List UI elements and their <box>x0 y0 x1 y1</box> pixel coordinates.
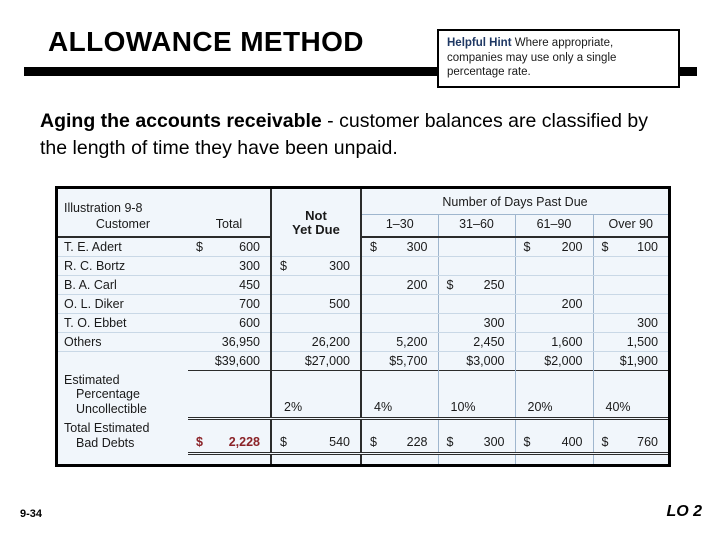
slide-number: 9-34 <box>20 508 43 520</box>
customer-name-cell: T. E. Adert <box>58 237 188 257</box>
percentage-d4: 40% <box>593 371 668 419</box>
cell-d1 <box>361 295 438 314</box>
cell-total: 700 <box>188 295 271 314</box>
header-over-90: Over 90 <box>593 215 668 238</box>
percentage-label-line-1: Estimated <box>64 372 120 387</box>
cell-d4: 1,500 <box>593 333 668 352</box>
aging-table <box>58 189 668 464</box>
header-total: Total <box>188 215 271 238</box>
header-not-yet-due-line2: Yet Due <box>292 222 340 237</box>
cell-d1: 5,200 <box>361 333 438 352</box>
helpful-hint-callout <box>437 29 680 88</box>
header-spacer-total <box>188 189 271 215</box>
cell-d1: $ 300 <box>361 237 438 257</box>
cell-d3 <box>515 314 593 333</box>
helpful-hint-body: Where appropriate, companies may use only a single percentage rate. <box>447 37 617 78</box>
currency-symbol: $ <box>523 240 531 254</box>
subtotal-d1: $5,700 <box>361 352 438 371</box>
cell-nyd <box>271 276 361 295</box>
body-rest: - customer balances are classified by the length of time they have been unpaid. <box>40 110 648 159</box>
cell-d3: 1,600 <box>515 333 593 352</box>
currency-symbol: $ <box>280 434 287 449</box>
cell-total: 450 <box>188 276 271 295</box>
customer-name-cell: O. L. Diker <box>58 295 188 314</box>
table-row <box>58 295 668 314</box>
cell-nyd: 26,200 <box>271 333 361 352</box>
customer-name-cell: T. O. Ebbet <box>58 314 188 333</box>
subtotal-nyd: $27,000 <box>271 352 361 371</box>
currency-symbol: $ <box>523 434 531 449</box>
bad-debts-d4: $ 760 <box>593 418 668 453</box>
table-header-row-1 <box>58 189 668 215</box>
percentage-label-line-2: Percentage <box>76 387 140 401</box>
body-lead-term: Aging the accounts receivable <box>40 110 322 132</box>
subtotal-label <box>58 352 188 371</box>
cell-nyd: $ 300 <box>271 257 361 276</box>
percentage-label-line-3: Uncollectible <box>76 401 147 416</box>
cell-d2 <box>438 257 515 276</box>
cell-total: 36,950 <box>188 333 271 352</box>
closing-rule-d1 <box>361 453 438 464</box>
bad-debts-label-line-1: Total Estimated <box>64 421 150 435</box>
table-row <box>58 237 668 257</box>
subtotal-row <box>58 352 668 371</box>
cell-d2 <box>438 237 515 257</box>
currency-symbol: $ <box>446 278 454 292</box>
learning-objective-tag: LO 2 <box>666 503 702 520</box>
customer-name-cell: B. A. Carl <box>58 276 188 295</box>
page-title: ALLOWANCE METHOD <box>48 26 364 57</box>
table-row <box>58 314 668 333</box>
cell-d3 <box>515 257 593 276</box>
cell-d3 <box>515 276 593 295</box>
cell-d2: 300 <box>438 314 515 333</box>
cell-d3: $ 200 <box>515 237 593 257</box>
cell-d4 <box>593 257 668 276</box>
bad-debts-d2: $ 300 <box>438 418 515 453</box>
bad-debts-d1: $ 228 <box>361 418 438 453</box>
cell-d4 <box>593 295 668 314</box>
cell-d1 <box>361 257 438 276</box>
currency-symbol: $ <box>370 240 377 254</box>
cell-d2: $ 250 <box>438 276 515 295</box>
bad-debts-total: $ 2,228 <box>188 418 271 453</box>
bad-debts-nyd: $ 540 <box>271 418 361 453</box>
total-bad-debts-label <box>58 418 188 453</box>
header-customer: Customer <box>58 215 188 238</box>
closing-rule-nyd <box>271 453 361 464</box>
helpful-hint-text <box>447 36 671 80</box>
closing-rule-total <box>188 453 271 464</box>
closing-rule-row <box>58 453 668 464</box>
currency-symbol: $ <box>196 434 203 449</box>
currency-symbol: $ <box>196 240 203 254</box>
cell-nyd: 500 <box>271 295 361 314</box>
table-row <box>58 333 668 352</box>
bad-debts-label-line-2: Bad Debts <box>76 435 135 450</box>
aging-schedule-illustration <box>55 186 671 467</box>
closing-rule-spacer <box>58 453 188 464</box>
cell-total: 300 <box>188 257 271 276</box>
header-31-60: 31–60 <box>438 215 515 238</box>
percentage-total <box>188 371 271 419</box>
cell-d4: $ 100 <box>593 237 668 257</box>
customer-name-cell: Others <box>58 333 188 352</box>
cell-d2: 2,450 <box>438 333 515 352</box>
body-paragraph <box>40 108 680 162</box>
subtotal-d2: $3,000 <box>438 352 515 371</box>
percentage-d3: 20% <box>515 371 593 419</box>
table-row <box>58 276 668 295</box>
subtotal-d3: $2,000 <box>515 352 593 371</box>
helpful-hint-label: Helpful Hint <box>447 37 512 49</box>
cell-total: 600 <box>188 314 271 333</box>
subtotal-total: $39,600 <box>188 352 271 371</box>
closing-rule-d3 <box>515 453 593 464</box>
subtotal-d4: $1,900 <box>593 352 668 371</box>
cell-nyd <box>271 314 361 333</box>
currency-symbol: $ <box>601 240 609 254</box>
header-not-yet-due-line1: Not <box>305 208 327 223</box>
cell-d4: 300 <box>593 314 668 333</box>
cell-d1: 200 <box>361 276 438 295</box>
header-not-yet-due <box>271 189 361 237</box>
cell-d4 <box>593 276 668 295</box>
table-header-row-2 <box>58 215 668 238</box>
table-row <box>58 257 668 276</box>
closing-rule-d2 <box>438 453 515 464</box>
cell-total: $ 600 <box>188 237 271 257</box>
percentage-d1: 4% <box>361 371 438 419</box>
bad-debts-d3: $ 400 <box>515 418 593 453</box>
customer-name-cell: R. C. Bortz <box>58 257 188 276</box>
currency-symbol: $ <box>601 434 609 449</box>
percentage-d2: 10% <box>438 371 515 419</box>
header-61-90: 61–90 <box>515 215 593 238</box>
currency-symbol: $ <box>446 434 454 449</box>
illustration-label: Illustration 9-8 <box>58 189 188 215</box>
header-days-past-due-group: Number of Days Past Due <box>361 189 668 215</box>
percentage-uncollectible-label <box>58 371 188 419</box>
cell-d2 <box>438 295 515 314</box>
currency-symbol: $ <box>370 434 377 449</box>
cell-d3: 200 <box>515 295 593 314</box>
total-bad-debts-row <box>58 418 668 453</box>
closing-rule-d4 <box>593 453 668 464</box>
percentage-uncollectible-row <box>58 371 668 419</box>
header-1-30: 1–30 <box>361 215 438 238</box>
cell-nyd <box>271 237 361 257</box>
cell-d1 <box>361 314 438 333</box>
percentage-nyd: 2% <box>271 371 361 419</box>
currency-symbol: $ <box>280 259 287 273</box>
